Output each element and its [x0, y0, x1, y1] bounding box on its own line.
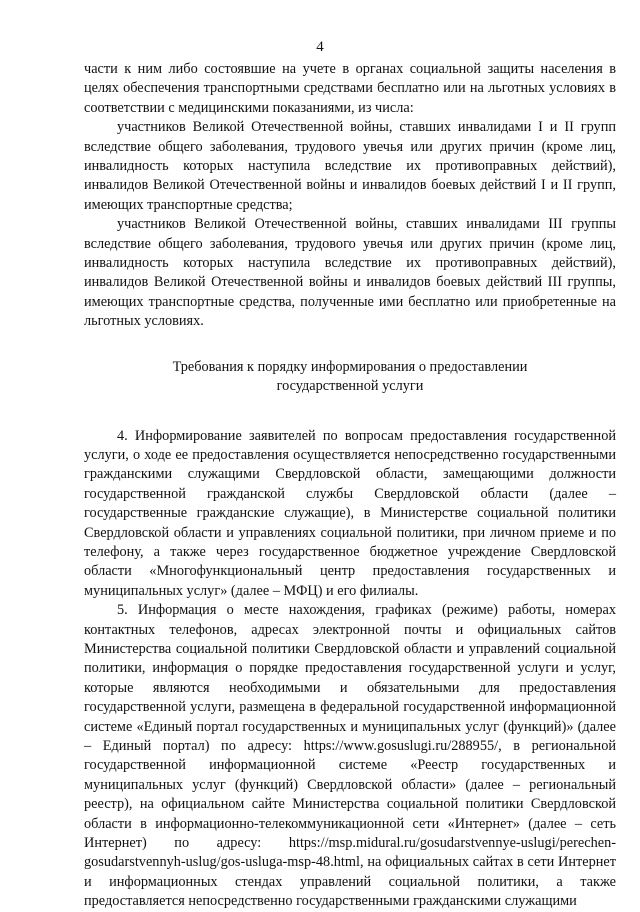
intro-paragraph: части к ним либо состоявшие на учете в органах социальной защиты населения в целях обеспечения транспортными средствами бесплатно или на льготных условиях в соответствии с медицинскими показаниями, из числа:	[84, 61, 616, 116]
list-item-veterans-group-1-2: участников Великой Отечественной войны, ставших инвалидами I и II групп вследствие общего заболевания, трудового увечья или других причин (кроме лиц, инвалидность которых наступила вследствие их противоправных действий), инвалидов Великой Отечественной войны и инвалидов боевых действий I и II групп, имеющих транспортные средства;	[84, 119, 616, 213]
list-item-veterans-group-3: участников Великой Отечественной войны, ставших инвалидами III группы вследствие общего заболевания, трудового увечья или других причин (кроме лиц, инвалидность которых наступила вследствие их противоправных действий), инвалидов Великой Отечественной войны и инвалидов боевых действий III группы, имеющих транспортные средства, полученные ими бесплатно или приобретенные на льготных условиях.	[84, 216, 616, 330]
paragraph-4: 4. Информирование заявителей по вопросам предоставления государственной услуги, о ходе ее предоставления осуществляется непосредственно государственными гражданскими служащими Свердловской области, замещающими должности государственной гражданской службы Свердловской области (далее – государственные гражданские служащие), в Министерстве социальной политики Свердловской области и управлениях социальной политики, при личном приеме и по телефону, а также через государственное бюджетное учреждение Свердловской области «Многофункциональный центр предоставления государственных и муниципальных услуг» (далее – МФЦ) и его филиалы.	[84, 427, 616, 599]
section-heading-line-2: государственной услуги	[276, 378, 424, 395]
paragraph-5: 5. Информация о месте нахождения, графиках (режиме) работы, номерах контактных телефонов, адресах электронной почты и официальных сайтов Министерства социальной политики Свердловской области и управлений социальной политики, информация о порядке предоставления государственной услуги и услуг, которые являются необходимыми и обязательными для предоставления государственной услуги, размещена в федеральной государственной информационной системе «Единый портал государственных и муниципальных услуг (функций)» (далее – Единый портал) по адресу: https://www.gosuslugi.ru/288955/, в региональной государственной информационной системе «Реестр государственных и муниципальных услуг (функций) Свердловской области» (далее – региональный реестр), на официальном сайте Министерства социальной политики Свердловской области в информационно-телекоммуникационной сети «Интернет» (далее – сеть Интернет) по адресу: https://msp.midural.ru/gosudarstvennye-uslugi/perechen-gosudarstvennyh-uslug/gos-usluga-msp-48.html, на официальных сайтах в сети Интернет и информационных стендах управлений социальной политики, а также предоставляется непосредственно государственными гражданскими служащими	[84, 602, 616, 910]
document-body	[84, 60, 616, 912]
section-heading	[84, 358, 616, 397]
page-number: 4	[316, 39, 324, 55]
section-heading-line-1: Требования к порядку информирования о предоставлении	[172, 358, 528, 375]
